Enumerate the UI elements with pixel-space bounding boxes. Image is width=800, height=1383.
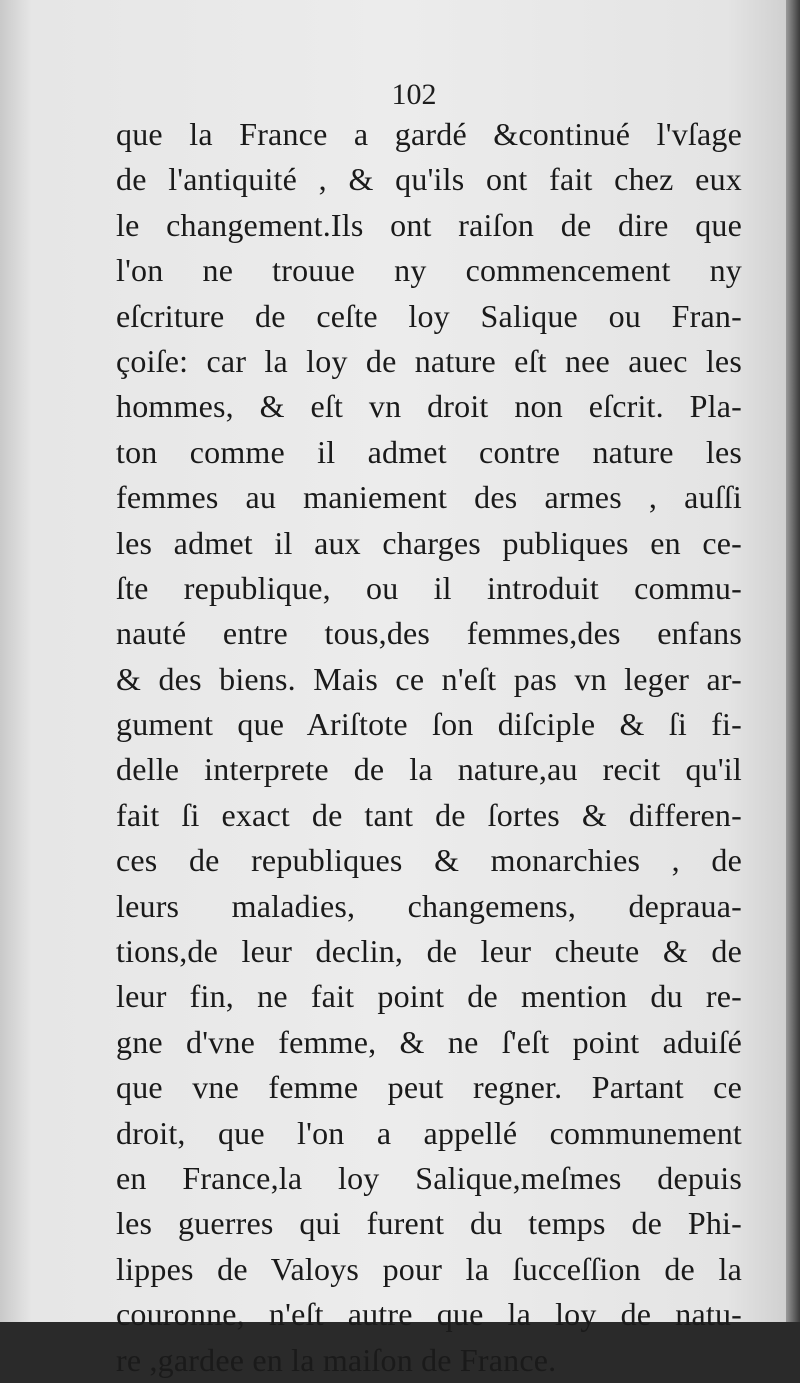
page-edge-shadow	[786, 0, 800, 1322]
text-line: leurs maladies, changemens, deprauа-	[116, 887, 742, 924]
text-line: les admet il aux charges publiques en ce-	[116, 524, 742, 561]
text-line: re ,gardee en la maiſon de France.	[116, 1341, 557, 1378]
text-line: leur fin, ne fait point de mention du re-	[116, 978, 742, 1015]
text-line: que vne femme peut regner. Partant ce	[116, 1069, 742, 1106]
text-line: les guerres qui furent du temps de Phi-	[116, 1205, 742, 1242]
text-line: delle interprete de la nature,au recit qu'il	[116, 751, 742, 788]
text-line: eſcriture de ceſte loy Salique ou Fran-	[116, 297, 742, 334]
text-line: hommes, & eſt vn droit non eſcrit. Pla-	[116, 388, 742, 425]
text-line: fait ſi exact de tant de ſortes & differen-	[116, 796, 742, 833]
text-line: tions,de leur declin, de leur cheute & de	[116, 933, 742, 970]
text-line: & des biens. Mais ce n'eſt pas vn leger ar-	[116, 660, 742, 697]
text-line: ton comme il admet contre nature les	[116, 433, 742, 470]
text-line: l'on ne trouue ny commencement ny	[116, 252, 742, 289]
text-line: gument que Ariſtote ſon diſciple & ſi fi-	[116, 706, 742, 743]
text-line: ces de republiques & monarchies , de	[116, 842, 742, 879]
text-line: droit, que l'on a appellé communement	[116, 1114, 742, 1151]
text-line: le changement.Ils ont raiſon de dire que	[116, 206, 742, 243]
page-number: 102	[391, 78, 437, 111]
body-text	[116, 112, 742, 1383]
text-line: couronne, n'eſt autre que la loy de natu-	[116, 1296, 742, 1333]
text-line: gne d'vne femme, & ne ſ'eſt point aduiſé	[116, 1023, 742, 1060]
text-line: çoiſe: car la loy de nature eſt nee auec les	[116, 342, 742, 379]
text-line: que la France a gardé &continué l'vſage	[116, 116, 742, 152]
text-line: femmes au maniement des armes , auſſi	[116, 479, 742, 516]
text-line: lippes de Valoys pour la ſucceſſion de la	[116, 1250, 742, 1287]
text-line: nauté entre tous,des femmes,des enfans	[116, 615, 742, 652]
text-line: en France,la loy Salique,meſmes depuis	[116, 1159, 742, 1196]
text-line: de l'antiquité , & qu'ils ont fait chez eux	[116, 161, 742, 198]
text-line: ſte republique, ou il introduit commu-	[116, 569, 742, 606]
